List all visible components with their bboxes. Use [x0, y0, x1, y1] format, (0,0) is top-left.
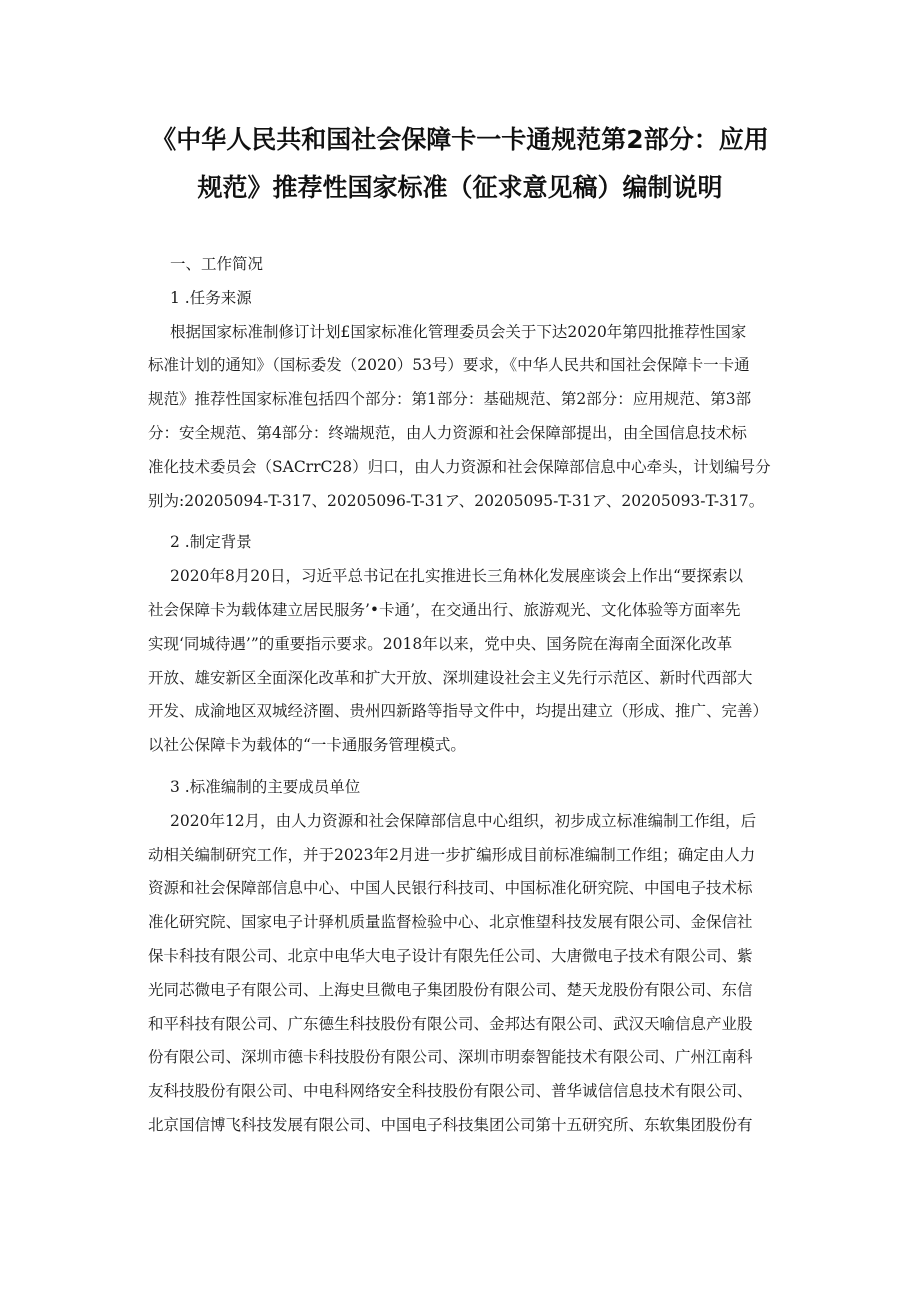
- paragraph-line: 资源和社会保障部信息中心、中国人民银行科技司、中国标准化研究院、中国电子技术标: [148, 879, 753, 898]
- paragraph-line: 以社公保障卡为载体的“一卡通服务管理模式。: [148, 736, 466, 755]
- subsection-heading-member-units: 3 .标准编制的主要成员单位: [170, 777, 361, 796]
- section-heading-work-overview: 一、工作简况: [170, 255, 264, 273]
- paragraph-line: 2020年8月20日，习近平总书记在扎实推进长三角林化发展座谈会上作出“要探索以: [170, 567, 743, 586]
- subsection-heading-task-source: 1 .任务来源: [170, 288, 252, 307]
- paragraph-line: 别为:20205094-T-317、20205096-T-31ア、20205095-T-31ア、20205093-T-317。: [148, 491, 765, 510]
- paragraph-line: 准化研究院、国家电子计驿机质量监督检验中心、北京惟望科技发展有限公司、金保信社: [148, 913, 753, 932]
- paragraph-line: 2020年12月，由人力资源和社会保障部信息中心组织，初步成立标准编制工作组，后: [170, 811, 757, 830]
- document-title-line-1: 《中华人民共和国社会保障卡一卡通规范第2部分：应用: [151, 125, 769, 154]
- paragraph-line: 准化技术委员会（SACrrC28）归口，由人力资源和社会保障部信息中心牵头，计划编号分: [148, 457, 771, 476]
- paragraph-line: 分：安全规范、第4部分：终端规范，由人力资源和社会保障部提出，由全国信息技术标: [148, 423, 747, 442]
- paragraph-line: 份有限公司、深圳市德卡科技股份有限公司、深圳市明泰智能技术有限公司、广州江南科: [148, 1048, 753, 1067]
- paragraph-line: 社会保障卡为载体建立居民服务’•卡通’，在交通出行、旅游观光、文化体验等方面率先: [148, 600, 741, 619]
- paragraph-line: 开发、成渝地区双城经济圈、贵州四新路等指导文件中，均提出建立（形成、推广、完善）: [148, 702, 769, 721]
- paragraph-line: 开放、雄安新区全面深化改革和扩大开放、深圳建设社会主义先行示范区、新时代西部大: [148, 668, 753, 687]
- paragraph-line: 标准计划的通知》（国标委发（2020）53号）要求，《中华人民共和国社会保障卡一卡通: [148, 356, 750, 375]
- paragraph-line: 根据国家标准制修订计划£国家标准化管理委员会关于下达2020年第四批推荐性国家: [170, 322, 747, 341]
- paragraph-line: 友科技股份有限公司、中电科网络安全科技股份有限公司、普华诚信信息技术有限公司、: [148, 1082, 753, 1101]
- subsection-heading-background: 2 .制定背景: [170, 533, 252, 552]
- paragraph-line: 动相关编制研究工作，并于2023年2月进一步扩编形成目前标准编制工作组；确定由人力: [148, 845, 756, 864]
- document-title-line-2: 规范》推荐性国家标准（征求意见稿）编制说明: [197, 173, 723, 202]
- paragraph-line: 保卡科技有限公司、北京中电华大电子设计有限先任公司、大唐微电子技术有限公司、紫: [148, 946, 753, 965]
- paragraph-line: 光同芯微电子有限公司、上海史旦微电子集团股份有限公司、楚天龙股份有限公司、东信: [148, 980, 753, 999]
- paragraph-line: 和平科技有限公司、广东德生科技股份有限公司、金邦达有限公司、武汉天喻信息产业股: [148, 1014, 753, 1033]
- paragraph-line: 北京国信博飞科技发展有限公司、中国电子科技集团公司第十五研究所、东软集团股份有: [148, 1115, 753, 1134]
- paragraph-line: 实现‘同城待遇’”的重要指示要求。2018年以来，党中央、国务院在海南全面深化改革: [148, 634, 733, 653]
- paragraph-line: 规范》推荐性国家标准包括四个部分：第1部分：基础规范、第2部分：应用规范、第3部: [148, 390, 752, 409]
- document-body: [148, 248, 800, 1143]
